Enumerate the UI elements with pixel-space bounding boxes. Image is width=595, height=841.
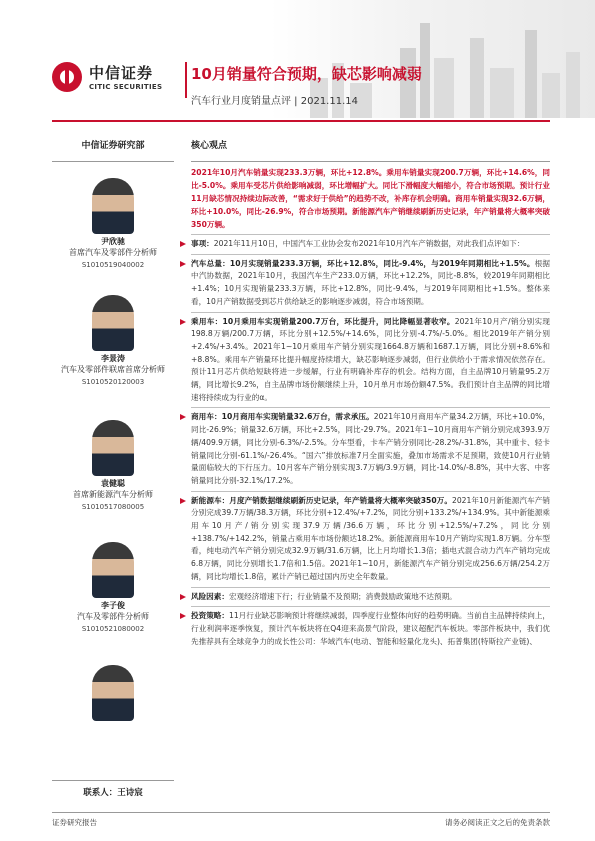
analyst-role: 首席新能源汽车分析师 [73,490,153,499]
footer-left: 证券研究报告 [52,818,97,827]
bullet-arrow-icon [180,594,186,600]
logo-name-en: CITIC SECURITIES [89,83,163,91]
title-accent-bar [185,62,187,98]
point-divider [191,491,550,492]
point-text: 2021年11月10日，中国汽车工业协会发布2021年10月汽车产销数据，对此我们点评如下： [213,239,525,248]
point-text: 11月行业缺芯影响预计将继续减弱，四季度行业整体向好的趋势明确。当前自主品牌持续向上，行业利润率逐季恢复，预计汽车板块将在Q4迎来高景气阶段，建议超配汽车板块。零部件板块中，我们优先推荐具有全球竞争力的成长性公司：华域汽车(电动、智能和轻量化龙头)、拓普集团(特斯拉产业链)、 [191,611,550,646]
point-heading: 新能源车：月度产销数据继续刷新历史记录，年产销量将大概率突破350万。 [191,495,452,505]
point-divider [191,254,550,255]
point-paragraph [191,411,550,487]
analyst-name: 李景涛 [101,354,125,363]
key-summary: 2021年10月汽车销量实现233.3万辆，环比+12.8%。乘用车销量实现200.7万辆，环比+14.6%，同比-5.0%。乘用车受芯片供给影响减弱，环比增幅扩大。同比下滑幅度大幅缩小，符合市场预期。预计行业11月缺芯情况持续边际改善，“需求好于供给”的趋势不改，补库存机会明确。商用车销量实现32.6万辆，环比+10.0%，同比-26.9%，符合市场预期。新能源汽车产销继续刷新历史记录，年产销量将大概率突破350万辆。 [191,168,550,229]
bullet-arrow-icon [180,261,186,267]
bullet-arrow-icon [180,319,186,325]
bullet-arrow-icon [180,498,186,504]
analyst-role: 首席汽车及零部件分析师 [69,248,157,257]
contact-person: 联系人：王诗宸 [83,788,143,798]
summary-divider [191,234,550,235]
point-paragraph [191,591,550,604]
analyst-photo [92,178,134,234]
sidebar-divider-bottom [52,780,174,781]
point-text: 2021年10月新能源汽车产销分别完成39.7万辆/38.3万辆，环比分别+12.4%/+7.2%，同比分别+133.2%/+134.9%。其中新能源乘用车10月产/销分别实现37.9万辆/36.6万辆，环比分别+12.5%/+7.2%，同比分别+138.7%/+142.2%，销量占乘用车市场份额达18.2%。新能源商用车10月产销均实现1.8万辆。分车型看，纯电动汽车产销分别完成32.9万辆/31.6万辆，比上月均增长1.3倍；插电式混合动力汽车产销均完成6.8万辆，同比分别增长1.7倍和1.5倍。2021年1~10月，新能源汽车产销分别完成256.6万辆/254.2万辆，同比均增长1.8倍，累计产销已超过国内历史全年数量。 [191,495,550,581]
sidebar-divider [52,161,174,162]
point-paragraph [191,495,550,584]
point-paragraph [191,610,550,648]
sidebar-title: 中信证券研究部 [81,141,145,151]
main-content [191,130,550,648]
analyst-name: 李子俊 [101,601,125,610]
contact-photo-card [52,665,174,721]
point-divider [191,407,550,408]
citic-logo [52,60,202,100]
point-heading: 商用车：10月商用车实现销量32.6万台，需求承压。 [191,412,374,422]
point-heading: 乘用车：10月乘用车实现销量200.7万台，环比提升，同比降幅显著收窄。 [191,316,455,326]
bullet-arrow-icon [180,414,186,420]
report-title: 10月销量符合预期，缺芯影响减弱 [191,65,422,83]
analyst-photo [92,295,134,351]
point-text: 根据中汽协数据，2021年10月，我国汽车生产233.0万辆，环比+12.2%，同比-8.8%，较2019年同期相比+1.4%；10月实现销量233.3万辆，环比+12.8%，同比-9.4%，与2019年同期相比+1.5%。整体来看，10月产销数据受到芯片供给缺乏的影响逐步减弱，符合市场预期。 [191,258,551,306]
logo-name-cn: 中信证券 [89,64,154,82]
analyst-role: 汽车及零部件联席首席分析师 [61,365,165,374]
bullet-arrow-icon [180,613,186,619]
analyst-card [52,420,174,511]
analyst-cert-id: S1010519040002 [81,261,145,269]
report-subtitle: 汽车行业月度销量点评 | 2021.11.14 [191,96,358,107]
section-divider [191,161,550,162]
point-paragraph [191,316,550,405]
point-text: 宏观经济增速下行；行业销量不及预期；消费鼓励政策地不达预期。 [228,591,457,601]
analyst-photo [92,542,134,598]
bullet-arrow-icon [180,241,186,247]
point-paragraph [191,258,550,309]
point-divider [191,587,550,588]
point-heading: 风险因素： [191,591,229,601]
point-heading: 投资策略： [191,611,229,621]
analyst-name: 袁健聪 [101,479,125,488]
analyst-role: 汽车及零部件分析师 [77,612,149,621]
point-paragraph [191,238,550,251]
analyst-cert-id: S1010517080005 [81,503,145,511]
point-heading: 事项： [191,239,214,248]
point-divider [191,606,550,607]
analyst-cert-id: S1010520120003 [81,378,145,386]
footer-disclaimer: 请务必阅读正文之后的免责条款 [445,818,550,827]
footer-divider [52,812,550,813]
analyst-cert-id: S1010521080002 [81,625,145,633]
citic-logo-icon [52,62,82,92]
point-heading: 汽车总量：10月实现销量233.3万辆，环比+12.8%，同比-9.4%，与2019年同期相比+1.5%。 [191,258,535,268]
point-text: 2021年10月商用车产量34.2万辆，环比+10.0%，同比-26.9%；销量32.6万辆，环比+2.5%，同比-29.7%。2021年1~10月商用车产销分别完成393.9万辆/409.9万辆，同比分别-6.3%/-2.5%。分车型看，卡车产销分别同比-28.2%/-31.8%，其中重卡、轻卡销量同比分别-61.1%/-26.4%。“国六”排放标准7月全面实施，叠加市场需求不足预期，致使10月行业销量面临较大的下行压力。10月客车产销分别实现3.7万辆/3.9万辆，同比-14.0%/-8.8%，其中大客、中客销量同比分别-32.1%/17.2%。 [191,412,550,485]
analyst-card [52,295,174,386]
sidebar [52,130,174,798]
point-divider [191,312,550,313]
page-header [0,0,595,118]
analyst-card [52,178,174,269]
point-text: 2021年10月产/销分别实现198.8万辆/200.7万辆，环比分别+12.5%/+14.6%，同比分别-4.7%/-5.0%。相比2019年产销分别+2.4%/+3.4%。2021年1~10月乘用车产销分别实现1664.8万辆和1687.1万辆，同比分别+8.6%和+8.8%。乘用车产销量环比提升幅度持续增大，缺芯影响逐步减弱，但行业供给小于需求情况依然存在。预计11月芯片供给短缺将进一步缓解，行业有明确补库存的机会。结构方面，自主品牌10月销量95.2万辆，同比增长9.2%，自主品牌市场份额继续上升，10月单月市场份额47.5%。我们预计自主品牌的同比增速将持续成为行业的α。 [191,316,550,402]
header-divider [52,120,550,122]
analyst-name: 尹欣驰 [101,237,125,246]
contact-photo [92,665,134,721]
section-title: 核心观点 [191,141,228,151]
analyst-card [52,542,174,633]
analyst-photo [92,420,134,476]
